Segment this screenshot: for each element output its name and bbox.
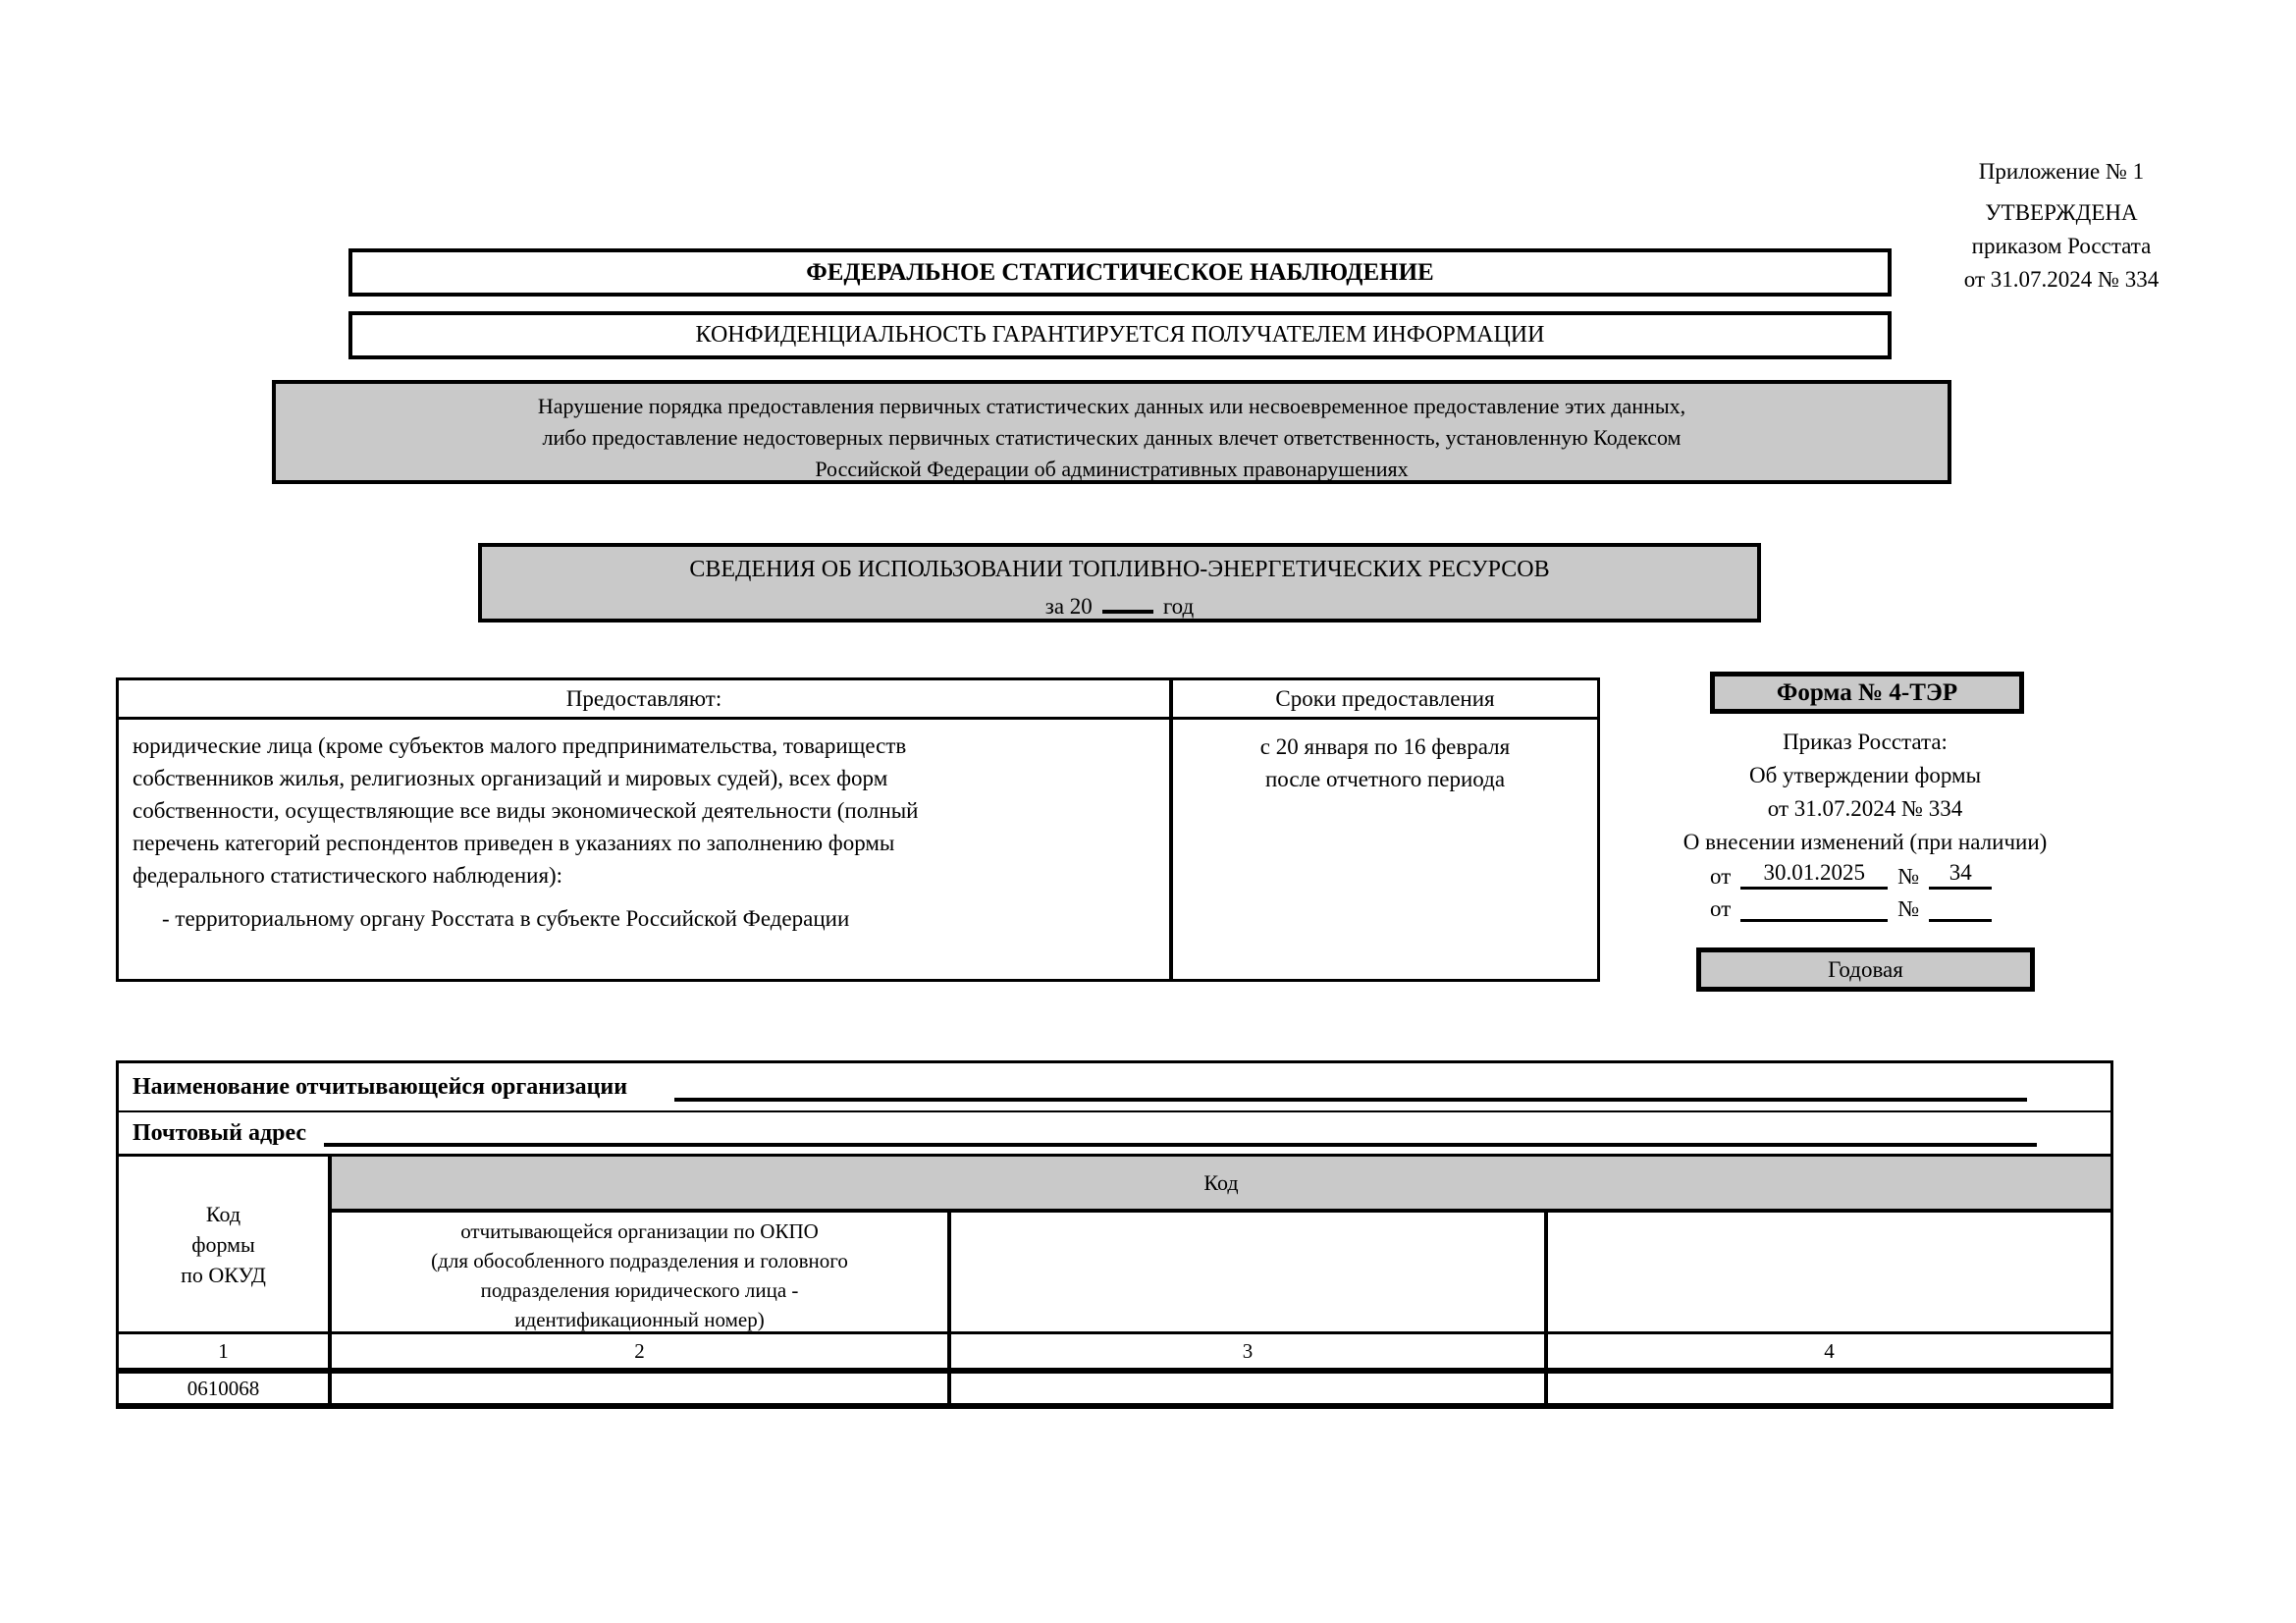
- deadline-column-header: Сроки предоставления: [1275, 685, 1495, 711]
- code-value-3: [951, 1374, 1548, 1403]
- code-group-header-text: Код: [1203, 1169, 1239, 1195]
- postal-address-label: Почтовый адрес: [133, 1119, 307, 1146]
- providers-text-line: собственников жилья, религиозных организаций и мировых судей), всех форм: [133, 766, 888, 790]
- organization-table: [116, 1060, 2113, 1409]
- providers-column-header: Предоставляют:: [119, 680, 1173, 717]
- okud-label-line: по ОКУД: [181, 1262, 266, 1287]
- okpo-header-cell: [332, 1213, 951, 1331]
- providers-text-line: перечень категорий респондентов приведен в указаниях по заполнению формы: [133, 831, 895, 855]
- approval-order-date: от 31.07.2024 № 334: [1963, 267, 2160, 292]
- column-numbers-row: [119, 1331, 2110, 1368]
- report-year-line: [482, 590, 1757, 620]
- rosstat-order-block: [1669, 726, 2061, 859]
- amendment-date-value: 30.01.2025: [1763, 860, 1865, 885]
- year-prefix: за 20: [1044, 594, 1093, 619]
- amendments-label: О внесении изменений (при наличии): [1682, 830, 2048, 854]
- okpo-header-line: подразделения юридического лица -: [480, 1278, 799, 1302]
- approved-label: УТВЕРЖДЕНА: [1985, 200, 2138, 225]
- year-suffix: год: [1162, 594, 1195, 619]
- amendment-number-field: [1929, 860, 1992, 890]
- column-number: 3: [951, 1334, 1548, 1368]
- okud-code-value: 0610068: [119, 1374, 332, 1403]
- approval-block: [1870, 155, 2253, 297]
- providers-table-header: [119, 680, 1597, 720]
- number-sign: №: [1897, 896, 1920, 921]
- confidentiality-text: КОНФИДЕНЦИАЛЬНОСТЬ ГАРАНТИРУЕТСЯ ПОЛУЧАТЕЛЕМ ИНФОРМАЦИИ: [695, 322, 1545, 348]
- providers-text-line: собственности, осуществляющие все виды экономической деятельности (полный: [133, 798, 919, 823]
- federal-observation-banner: [348, 248, 1892, 297]
- org-name-row: [119, 1063, 2110, 1112]
- okud-code-header-cell: [119, 1157, 332, 1331]
- org-name-label: Наименование отчитывающейся организации: [133, 1073, 628, 1100]
- warning-line: Российской Федерации об административных правонарушениях: [815, 457, 1409, 481]
- warning-line: либо предоставление недостоверных первичных статистических данных влечет ответственность, установленную Кодексом: [542, 425, 1682, 450]
- okud-label-line: формы: [191, 1231, 255, 1257]
- from-label: от: [1710, 864, 1732, 889]
- order-date-line: от 31.07.2024 № 334: [1767, 796, 1963, 821]
- confidentiality-banner: [348, 311, 1892, 359]
- federal-observation-text: ФЕДЕРАЛЬНОЕ СТАТИСТИЧЕСКОЕ НАБЛЮДЕНИЕ: [806, 258, 1434, 286]
- providers-table: [116, 677, 1600, 982]
- column-number: 1: [119, 1334, 332, 1368]
- violation-warning-box: [272, 380, 1951, 484]
- form-number-text: Форма № 4-ТЭР: [1776, 678, 1958, 706]
- amendment-number-value: 34: [1949, 860, 1972, 885]
- periodicity-text: Годовая: [1828, 956, 1903, 982]
- okud-label-line: Код: [205, 1201, 241, 1226]
- code-group-header-cell: [332, 1157, 2110, 1213]
- deadline-line: после отчетного периода: [1264, 767, 1506, 791]
- year-blank-line: [1102, 590, 1153, 614]
- warning-line: Нарушение порядка предоставления первичных статистических данных или несвоевременное предоставление этих данных,: [537, 394, 1686, 418]
- report-title-box: [478, 543, 1761, 622]
- providers-text-line: юридические лица (кроме субъектов малого предпринимательства, товариществ: [133, 733, 907, 758]
- providers-description-cell: [119, 720, 1173, 979]
- periodicity-badge: [1696, 947, 2035, 992]
- okpo-header-line: (для обособленного подразделения и головного: [431, 1249, 848, 1272]
- report-title: СВЕДЕНИЯ ОБ ИСПОЛЬЗОВАНИИ ТОПЛИВНО-ЭНЕРГЕТИЧЕСКИХ РЕСУРСОВ: [689, 557, 1550, 582]
- number-sign: №: [1897, 864, 1920, 889]
- column-number: 4: [1824, 1338, 1835, 1363]
- postal-address-row: [119, 1112, 2110, 1157]
- postal-address-fill-line: [324, 1143, 2037, 1147]
- amendment-date-field-blank: [1740, 894, 1888, 922]
- order-approval-line: Об утверждении формы: [1748, 763, 1982, 787]
- okpo-header-line: отчитывающейся организации по ОКПО: [460, 1219, 819, 1243]
- approved-by: приказом Росстата: [1971, 234, 2152, 258]
- providers-text-line: федерального статистического наблюдения):: [133, 863, 563, 888]
- okpo-code-value: [332, 1374, 951, 1403]
- column-number: 2: [332, 1334, 951, 1368]
- form-number-badge: [1710, 672, 2024, 714]
- deadline-cell: [1173, 720, 1597, 979]
- providers-recipient-item: - территориальному органу Росстата в субъекте Российской Федерации: [162, 906, 850, 931]
- org-name-fill-line: [674, 1098, 2027, 1102]
- code-header-cell-3: [951, 1213, 1548, 1331]
- order-label: Приказ Росстата:: [1783, 730, 1948, 754]
- deadline-line: с 20 января по 16 февраля: [1259, 734, 1511, 759]
- codes-value-row: [119, 1368, 2110, 1403]
- okpo-header-line: идентификационный номер): [514, 1308, 765, 1331]
- code-value-4: [1548, 1374, 2110, 1403]
- from-label: от: [1710, 896, 1732, 921]
- providers-table-body: [119, 720, 1597, 979]
- amendment-row-2: [1710, 894, 2034, 922]
- annex-number: Приложение № 1: [1978, 159, 2145, 184]
- amendment-date-field: [1740, 860, 1888, 890]
- amendment-number-field-blank: [1929, 894, 1992, 922]
- code-header-cell-4: [1548, 1213, 2110, 1331]
- amendment-row-1: [1710, 860, 2034, 890]
